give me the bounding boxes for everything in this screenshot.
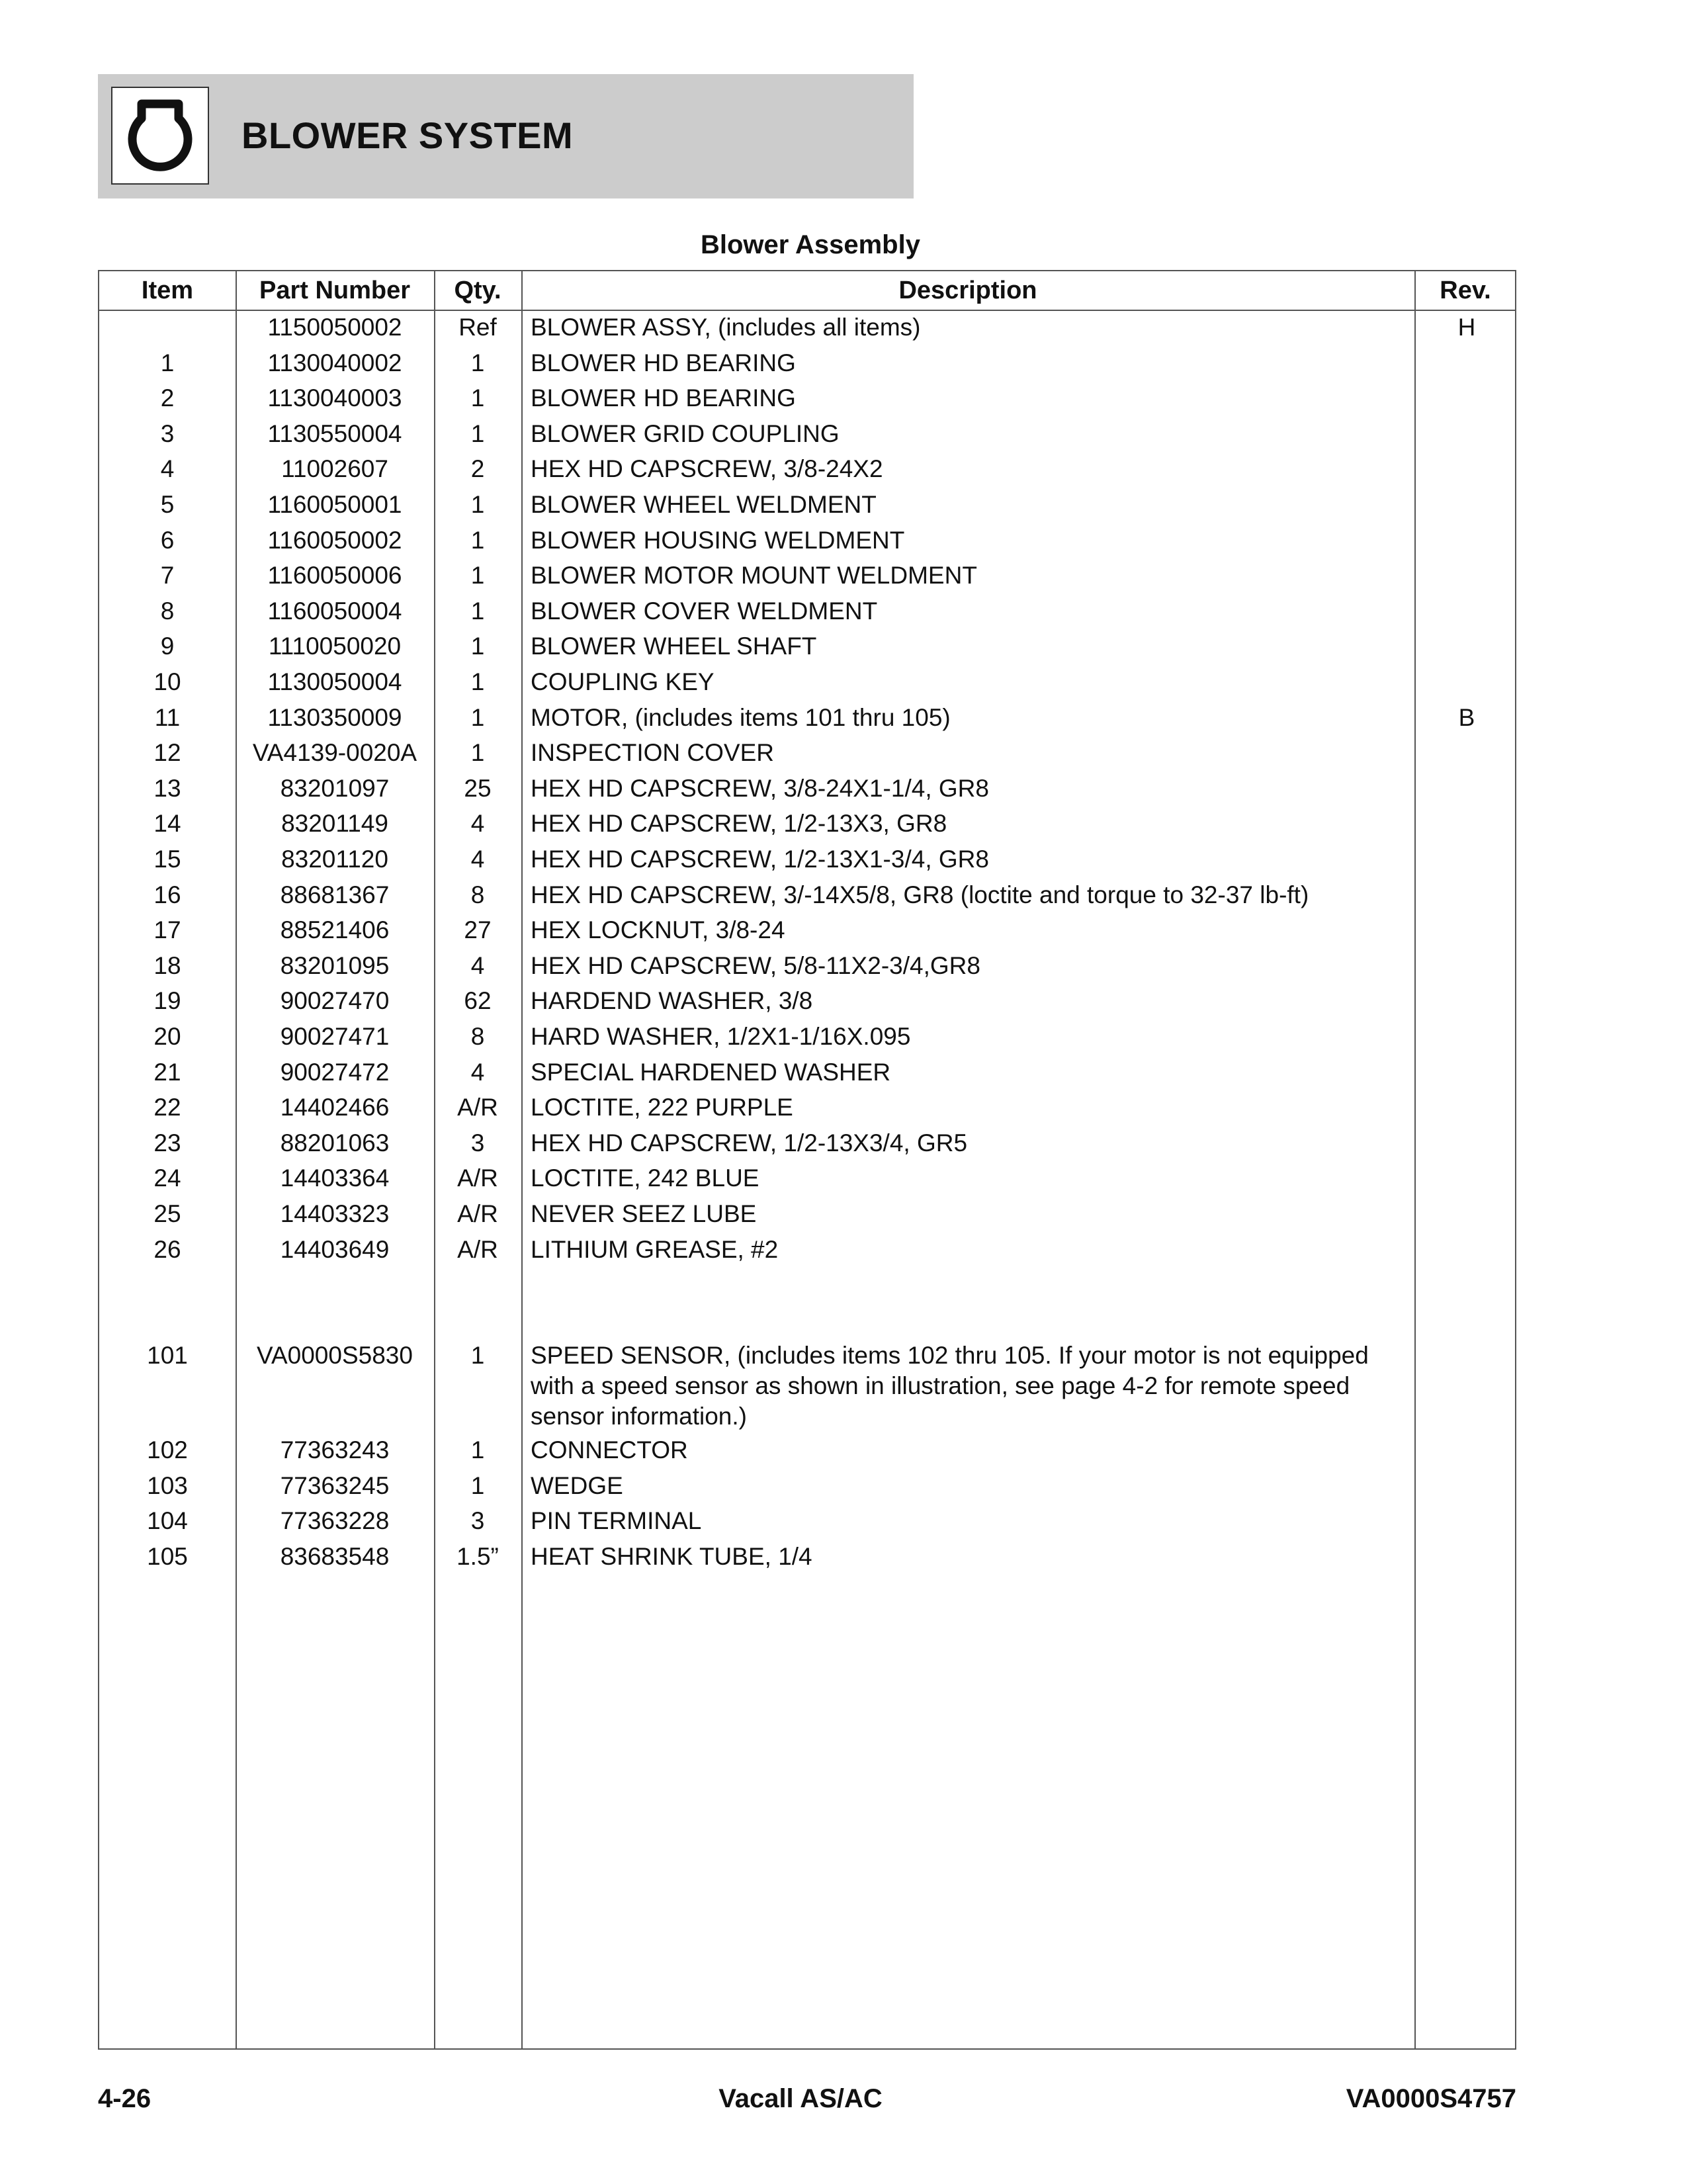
part-number-cell: 1110050020 [268,633,402,660]
description-cell: BLOWER WHEEL WELDMENT [531,491,877,518]
part-number-cell: 77363245 [280,1471,390,1499]
qty-cell: A/R [457,1235,498,1263]
item-cell: 17 [153,916,181,944]
part-number-cell: 83201120 [281,846,388,873]
qty-cell: 4 [470,810,485,838]
description-cell: HEX HD CAPSCREW, 1/2-13X3, GR8 [531,810,947,838]
description-cell: HEX HD CAPSCREW, 3/-14X5/8, GR8 (loctite and torque to 32-37 lb-ft) [531,881,1309,908]
section-header [98,74,914,198]
description-cell: HEAT SHRINK TUBE, 1/4 [531,1543,812,1570]
part-number-cell: 83683548 [280,1543,390,1570]
item-cell: 8 [160,597,175,625]
qty-cell: A/R [457,1094,498,1121]
column-divider [1414,271,1416,2048]
item-cell: 9 [160,633,175,660]
qty-cell: 25 [464,774,492,802]
part-number-cell: 1130040002 [267,349,402,376]
description-cell: BLOWER HD BEARING [531,349,796,376]
part-number-cell: 1130040003 [267,384,402,412]
item-cell: 6 [160,526,175,554]
page-number: 4-26 [98,2084,151,2113]
item-cell: 1 [160,349,175,376]
part-number-cell: 14402466 [280,1094,390,1121]
rev-cell: B [1458,703,1475,731]
description-cell: HEX HD CAPSCREW, 1/2-13X3/4, GR5 [531,1129,968,1157]
qty-cell: 1 [470,562,485,590]
item-cell: 19 [153,987,181,1015]
qty-cell: 1 [470,419,485,447]
part-number-cell: 77363243 [280,1436,390,1464]
description-cell: HEX LOCKNUT, 3/8-24 [531,916,785,944]
description-cell: LOCTITE, 222 PURPLE [531,1094,793,1121]
description-cell: SPECIAL HARDENED WASHER [531,1058,891,1086]
description-cell: LITHIUM GREASE, #2 [531,1235,779,1263]
header-divider [99,310,1515,311]
description-cell: INSPECTION COVER [531,739,774,767]
description-cell: BLOWER GRID COUPLING [531,419,840,447]
qty-cell: 1 [470,491,485,518]
part-number-cell: 1160050002 [267,526,402,554]
description-cell: BLOWER COVER WELDMENT [531,597,878,625]
item-cell: 18 [153,951,181,979]
part-number-cell: 1160050001 [267,491,402,518]
qty-cell: 4 [470,846,485,873]
qty-cell: 1 [470,349,485,376]
description-cell: BLOWER HOUSING WELDMENT [531,526,905,554]
part-number-cell: 83201097 [280,774,390,802]
column-header-qty: Qty. [454,277,501,304]
item-cell: 26 [153,1235,181,1263]
qty-cell: 1 [470,668,485,695]
part-number-cell: 1160050006 [267,562,402,590]
qty-cell: 1 [470,1342,485,1370]
column-header-rev: Rev. [1440,277,1491,304]
description-cell: HARD WASHER, 1/2X1-1/16X.095 [531,1023,911,1050]
qty-cell: 1 [470,739,485,767]
item-cell: 14 [153,810,181,838]
parts-table [98,270,1516,2050]
item-cell: 15 [153,846,181,873]
description-cell: BLOWER ASSY, (includes all items) [531,314,921,341]
item-cell: 11 [154,703,181,731]
qty-cell: 1.5” [456,1543,499,1570]
part-number-cell: 77363228 [280,1507,390,1535]
part-number-cell: 88201063 [280,1129,390,1157]
column-header-part-number: Part Number [259,277,411,304]
column-header-description: Description [898,277,1037,304]
item-cell: 10 [153,668,181,695]
part-number-cell: 14403323 [280,1200,390,1227]
description-cell: HEX HD CAPSCREW, 3/8-24X2 [531,455,883,483]
column-header-item: Item [141,277,194,304]
item-cell: 104 [147,1507,188,1535]
qty-cell: 1 [470,1471,485,1499]
item-cell: 103 [147,1471,188,1499]
item-cell: 12 [153,739,181,767]
section-title: BLOWER SYSTEM [241,114,574,156]
item-cell: 21 [153,1058,181,1086]
description-cell: COUPLING KEY [531,668,714,695]
description-cell: CONNECTOR [531,1436,688,1464]
item-cell: 24 [153,1164,181,1192]
part-number-cell: 90027470 [280,987,390,1015]
item-cell: 25 [153,1200,181,1227]
part-number-cell: 88681367 [280,881,390,908]
qty-cell: 1 [470,384,485,412]
qty-cell: 8 [470,1023,485,1050]
description-cell: BLOWER MOTOR MOUNT WELDMENT [531,562,977,590]
part-number-cell: 1130550004 [267,419,402,447]
product-name: Vacall AS/AC [718,2084,883,2113]
description-cell: HEX HD CAPSCREW, 5/8-11X2-3/4,GR8 [531,951,980,979]
part-number-cell: 14403364 [280,1164,390,1192]
part-number-cell: 1130350009 [267,703,402,731]
item-cell: 2 [160,384,175,412]
item-cell: 23 [153,1129,181,1157]
part-number-cell: 1160050004 [267,597,402,625]
qty-cell: 1 [470,597,485,625]
qty-cell: 1 [470,1436,485,1464]
qty-cell: 62 [464,987,492,1015]
qty-cell: A/R [457,1164,498,1192]
part-number-cell: VA4139-0020A [252,739,417,767]
blower-system-icon [111,87,209,185]
part-number-cell: VA0000S5830 [257,1342,413,1370]
qty-cell: A/R [457,1200,498,1227]
qty-cell: 4 [470,951,485,979]
description-cell: HARDEND WASHER, 3/8 [531,987,813,1015]
description-cell: HEX HD CAPSCREW, 1/2-13X1-3/4, GR8 [531,846,989,873]
qty-cell: Ref [458,314,497,341]
description-cell: BLOWER WHEEL SHAFT [531,633,817,660]
description-cell: HEX HD CAPSCREW, 3/8-24X1-1/4, GR8 [531,774,989,802]
item-cell: 22 [153,1094,181,1121]
item-cell: 7 [160,562,175,590]
table-title: Blower Assembly [701,230,920,259]
qty-cell: 1 [470,526,485,554]
part-number-cell: 90027472 [280,1058,390,1086]
document-number: VA0000S4757 [1346,2084,1516,2113]
part-number-cell: 83201095 [280,951,390,979]
qty-cell: 3 [470,1507,485,1535]
item-cell: 101 [147,1342,188,1370]
qty-cell: 1 [470,703,485,731]
qty-cell: 3 [470,1129,485,1157]
description-cell: PIN TERMINAL [531,1507,702,1535]
qty-cell: 27 [464,916,492,944]
part-number-cell: 11002607 [281,455,388,483]
description-cell: NEVER SEEZ LUBE [531,1200,757,1227]
item-cell: 5 [160,491,175,518]
description-cell: SPEED SENSOR, (includes items 102 thru 105. If your motor is not equipped with a speed sensor as shown in illustration, see page 4-2 for remote speed sensor information.) [531,1342,1369,1430]
part-number-cell: 90027471 [280,1023,390,1050]
qty-cell: 2 [470,455,485,483]
qty-cell: 4 [470,1058,485,1086]
item-cell: 105 [147,1543,188,1570]
rev-cell: H [1457,314,1476,341]
part-number-cell: 83201149 [281,810,388,838]
part-number-cell: 1130050004 [267,668,402,695]
item-cell: 13 [153,774,181,802]
item-cell: 16 [153,881,181,908]
item-cell: 102 [147,1436,188,1464]
qty-cell: 8 [470,881,485,908]
description-cell: WEDGE [531,1471,623,1499]
item-cell: 4 [160,455,175,483]
description-cell: LOCTITE, 242 BLUE [531,1164,759,1192]
part-number-cell: 14403649 [280,1235,390,1263]
qty-cell: 1 [470,633,485,660]
item-cell: 3 [160,419,175,447]
description-cell: BLOWER HD BEARING [531,384,796,412]
part-number-cell: 1150050002 [267,314,402,341]
part-number-cell: 88521406 [280,916,390,944]
column-divider [521,271,523,2048]
description-cell: MOTOR, (includes items 101 thru 105) [531,703,951,731]
item-cell: 20 [153,1023,181,1050]
